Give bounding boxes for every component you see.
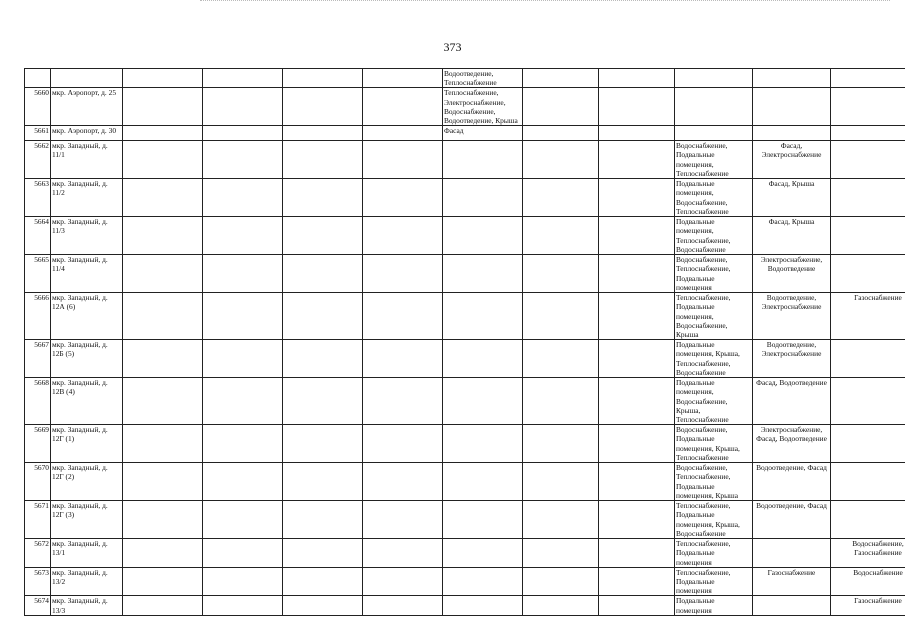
empty-cell — [523, 596, 599, 616]
empty-cell — [123, 340, 203, 378]
works-period-c-cell — [831, 463, 905, 501]
row-number-cell: 5671 — [25, 501, 51, 539]
table-row — [25, 217, 905, 255]
address-cell: мкр. Аэропорт, д. 25 — [51, 88, 123, 126]
empty-cell — [363, 69, 443, 88]
row-number-cell: 5660 — [25, 88, 51, 126]
empty-cell — [283, 69, 363, 88]
empty-cell — [283, 255, 363, 293]
address-cell: мкр. Западный, д. 12В (4) — [51, 378, 123, 425]
empty-cell — [283, 378, 363, 425]
works-period-b-cell: Фасад, Крыша — [753, 179, 831, 217]
housing-repair-register-table — [24, 68, 905, 616]
empty-cell — [283, 596, 363, 616]
empty-cell — [203, 293, 283, 340]
works-period-a-cell: Водоснабжение, Теплоснабжение, Подвальные помещения, Крыша — [675, 463, 753, 501]
empty-cell — [599, 88, 675, 126]
works-period-b-cell: Электроснабжение, Фасад, Водоотведение — [753, 425, 831, 463]
empty-cell — [599, 378, 675, 425]
table-row — [25, 596, 905, 616]
empty-cell — [523, 463, 599, 501]
works-period-b-cell: Газоснабжение — [753, 567, 831, 596]
empty-cell — [363, 378, 443, 425]
empty-cell — [523, 340, 599, 378]
works-period-a-cell: Теплоснабжение, Подвальные помещения, Водоснабжение, Крыша — [675, 293, 753, 340]
empty-cell — [599, 293, 675, 340]
works-period-b-cell: Фасад, Крыша — [753, 217, 831, 255]
empty-cell — [123, 596, 203, 616]
table-row — [25, 463, 905, 501]
address-cell: мкр. Аэропорт, д. 30 — [51, 126, 123, 141]
empty-cell — [523, 539, 599, 568]
table-row — [25, 255, 905, 293]
empty-cell — [203, 501, 283, 539]
works-2015-cell — [443, 141, 523, 179]
empty-cell — [203, 340, 283, 378]
address-cell: мкр. Западный, д. 13/2 — [51, 567, 123, 596]
works-period-a-cell — [675, 126, 753, 141]
works-period-b-cell — [753, 69, 831, 88]
empty-cell — [523, 69, 599, 88]
empty-cell — [599, 425, 675, 463]
works-period-c-cell: Водоснабжение, Газоснабжение — [831, 539, 905, 568]
row-number-cell: 5673 — [25, 567, 51, 596]
empty-cell — [363, 425, 443, 463]
works-period-a-cell: Подвальные помещения — [675, 596, 753, 616]
empty-cell — [523, 88, 599, 126]
works-2015-cell — [443, 567, 523, 596]
empty-cell — [123, 378, 203, 425]
empty-cell — [123, 293, 203, 340]
row-number-cell: 5661 — [25, 126, 51, 141]
works-period-a-cell: Теплоснабжение, Подвальные помещения — [675, 567, 753, 596]
address-cell: мкр. Западный, д. 13/3 — [51, 596, 123, 616]
empty-cell — [363, 293, 443, 340]
works-period-a-cell: Подвальные помещения, Водоснабжение, Крыша, Теплоснабжение — [675, 378, 753, 425]
address-cell: мкр. Западный, д. 11/1 — [51, 141, 123, 179]
works-2015-cell — [443, 378, 523, 425]
empty-cell — [523, 501, 599, 539]
table-row — [25, 567, 905, 596]
row-number-cell: 5664 — [25, 217, 51, 255]
empty-cell — [523, 378, 599, 425]
row-number-cell — [25, 69, 51, 88]
row-number-cell: 5670 — [25, 463, 51, 501]
empty-cell — [283, 501, 363, 539]
empty-cell — [123, 141, 203, 179]
table-row — [25, 88, 905, 126]
works-2015-cell — [443, 463, 523, 501]
empty-cell — [599, 596, 675, 616]
table-row — [25, 340, 905, 378]
table-row — [25, 69, 905, 88]
works-period-a-cell: Теплоснабжение, Подвальные помещения — [675, 539, 753, 568]
address-cell: мкр. Западный, д. 11/3 — [51, 217, 123, 255]
empty-cell — [599, 217, 675, 255]
empty-cell — [599, 179, 675, 217]
address-cell: мкр. Западный, д. 11/4 — [51, 255, 123, 293]
empty-cell — [523, 293, 599, 340]
empty-cell — [123, 463, 203, 501]
empty-cell — [123, 69, 203, 88]
page-number: 373 — [443, 40, 462, 54]
works-period-c-cell — [831, 69, 905, 88]
empty-cell — [283, 567, 363, 596]
empty-cell — [203, 179, 283, 217]
works-period-c-cell — [831, 179, 905, 217]
empty-cell — [123, 126, 203, 141]
table-row — [25, 126, 905, 141]
empty-cell — [363, 340, 443, 378]
works-period-c-cell — [831, 340, 905, 378]
works-period-c-cell — [831, 255, 905, 293]
works-2015-cell — [443, 217, 523, 255]
empty-cell — [283, 141, 363, 179]
empty-cell — [599, 126, 675, 141]
empty-cell — [283, 463, 363, 501]
table-row — [25, 179, 905, 217]
empty-cell — [283, 126, 363, 141]
works-period-b-cell: Фасад, Водоотведение — [753, 378, 831, 425]
empty-cell — [123, 217, 203, 255]
empty-cell — [599, 255, 675, 293]
table-row — [25, 293, 905, 340]
works-2015-cell: Водоотведение, Теплоснабжение — [443, 69, 523, 88]
works-period-a-cell: Водоснабжение, Подвальные помещения, Крыша, Теплоснабжение — [675, 425, 753, 463]
empty-cell — [123, 501, 203, 539]
row-number-cell: 5669 — [25, 425, 51, 463]
works-period-b-cell: Водоотведение, Фасад — [753, 463, 831, 501]
empty-cell — [523, 255, 599, 293]
empty-cell — [523, 425, 599, 463]
row-number-cell: 5672 — [25, 539, 51, 568]
empty-cell — [203, 463, 283, 501]
empty-cell — [283, 340, 363, 378]
empty-cell — [523, 179, 599, 217]
empty-cell — [203, 567, 283, 596]
empty-cell — [283, 539, 363, 568]
address-cell: мкр. Западный, д. 12Г (1) — [51, 425, 123, 463]
address-cell — [51, 69, 123, 88]
works-period-c-cell: Газоснабжение — [831, 293, 905, 340]
row-number-cell: 5666 — [25, 293, 51, 340]
works-period-c-cell — [831, 88, 905, 126]
works-period-c-cell — [831, 378, 905, 425]
works-period-b-cell — [753, 539, 831, 568]
address-cell: мкр. Западный, д. 13/1 — [51, 539, 123, 568]
works-period-b-cell: Водоотведение, Фасад — [753, 501, 831, 539]
empty-cell — [203, 141, 283, 179]
empty-cell — [363, 567, 443, 596]
empty-cell — [363, 255, 443, 293]
works-2015-cell: Фасад — [443, 126, 523, 141]
row-number-cell: 5663 — [25, 179, 51, 217]
works-period-c-cell — [831, 425, 905, 463]
works-period-c-cell: Водоснабжение — [831, 567, 905, 596]
works-period-c-cell — [831, 217, 905, 255]
empty-cell — [599, 141, 675, 179]
empty-cell — [363, 217, 443, 255]
table-row — [25, 501, 905, 539]
empty-cell — [283, 179, 363, 217]
works-2015-cell — [443, 340, 523, 378]
empty-cell — [363, 501, 443, 539]
works-period-c-cell — [831, 141, 905, 179]
empty-cell — [363, 463, 443, 501]
empty-cell — [283, 425, 363, 463]
works-2015-cell — [443, 501, 523, 539]
empty-cell — [599, 340, 675, 378]
empty-cell — [363, 141, 443, 179]
empty-cell — [363, 179, 443, 217]
empty-cell — [203, 255, 283, 293]
works-period-b-cell — [753, 88, 831, 126]
works-period-c-cell: Газоснабжение — [831, 596, 905, 616]
row-number-cell: 5667 — [25, 340, 51, 378]
empty-cell — [523, 217, 599, 255]
works-period-a-cell: Теплоснабжение, Подвальные помещения, Крыша, Водоснабжение — [675, 501, 753, 539]
empty-cell — [203, 539, 283, 568]
empty-cell — [363, 126, 443, 141]
empty-cell — [203, 126, 283, 141]
works-period-a-cell: Водоснабжение, Подвальные помещения, Теплоснабжение — [675, 141, 753, 179]
empty-cell — [123, 539, 203, 568]
row-number-cell: 5662 — [25, 141, 51, 179]
empty-cell — [599, 463, 675, 501]
table-row — [25, 378, 905, 425]
empty-cell — [363, 539, 443, 568]
address-cell: мкр. Западный, д. 12Б (5) — [51, 340, 123, 378]
works-period-b-cell: Водоотведение, Электроснабжение — [753, 293, 831, 340]
empty-cell — [203, 378, 283, 425]
works-period-b-cell: Фасад, Электроснабжение — [753, 141, 831, 179]
table-row — [25, 539, 905, 568]
works-period-a-cell — [675, 88, 753, 126]
empty-cell — [203, 217, 283, 255]
works-period-a-cell — [675, 69, 753, 88]
empty-cell — [283, 293, 363, 340]
address-cell: мкр. Западный, д. 12Г (3) — [51, 501, 123, 539]
empty-cell — [283, 217, 363, 255]
works-2015-cell — [443, 255, 523, 293]
empty-cell — [523, 567, 599, 596]
empty-cell — [203, 425, 283, 463]
empty-cell — [203, 596, 283, 616]
top-edge-scan-line — [200, 0, 890, 3]
empty-cell — [599, 501, 675, 539]
empty-cell — [283, 88, 363, 126]
works-period-a-cell: Подвальные помещения, Водоснабжение, Теплоснабжение — [675, 179, 753, 217]
works-2015-cell — [443, 596, 523, 616]
works-period-a-cell: Подвальные помещения, Крыша, Теплоснабжение, Водоснабжение — [675, 340, 753, 378]
empty-cell — [363, 88, 443, 126]
empty-cell — [123, 567, 203, 596]
empty-cell — [599, 567, 675, 596]
empty-cell — [203, 69, 283, 88]
empty-cell — [123, 88, 203, 126]
works-period-c-cell — [831, 501, 905, 539]
works-2015-cell: Теплоснабжение, Электроснабжение, Водоснабжение, Водоотведение, Крыша — [443, 88, 523, 126]
empty-cell — [203, 88, 283, 126]
empty-cell — [599, 539, 675, 568]
row-number-cell: 5665 — [25, 255, 51, 293]
address-cell: мкр. Западный, д. 12Г (2) — [51, 463, 123, 501]
row-number-cell: 5668 — [25, 378, 51, 425]
table-row — [25, 425, 905, 463]
works-period-b-cell — [753, 596, 831, 616]
empty-cell — [523, 141, 599, 179]
works-2015-cell — [443, 179, 523, 217]
table-row — [25, 141, 905, 179]
empty-cell — [123, 425, 203, 463]
works-period-c-cell — [831, 126, 905, 141]
empty-cell — [363, 596, 443, 616]
works-period-b-cell: Водоотведение, Электроснабжение — [753, 340, 831, 378]
works-period-a-cell: Подвальные помещения, Теплоснабжение, Водоснабжение — [675, 217, 753, 255]
address-cell: мкр. Западный, д. 12А (6) — [51, 293, 123, 340]
row-number-cell: 5674 — [25, 596, 51, 616]
empty-cell — [123, 255, 203, 293]
empty-cell — [123, 179, 203, 217]
works-period-b-cell — [753, 126, 831, 141]
works-2015-cell — [443, 293, 523, 340]
works-2015-cell — [443, 425, 523, 463]
empty-cell — [523, 126, 599, 141]
empty-cell — [599, 69, 675, 88]
works-2015-cell — [443, 539, 523, 568]
works-period-a-cell: Водоснабжение, Теплоснабжение, Подвальные помещения — [675, 255, 753, 293]
address-cell: мкр. Западный, д. 11/2 — [51, 179, 123, 217]
works-period-b-cell: Электроснабжение, Водоотведение — [753, 255, 831, 293]
